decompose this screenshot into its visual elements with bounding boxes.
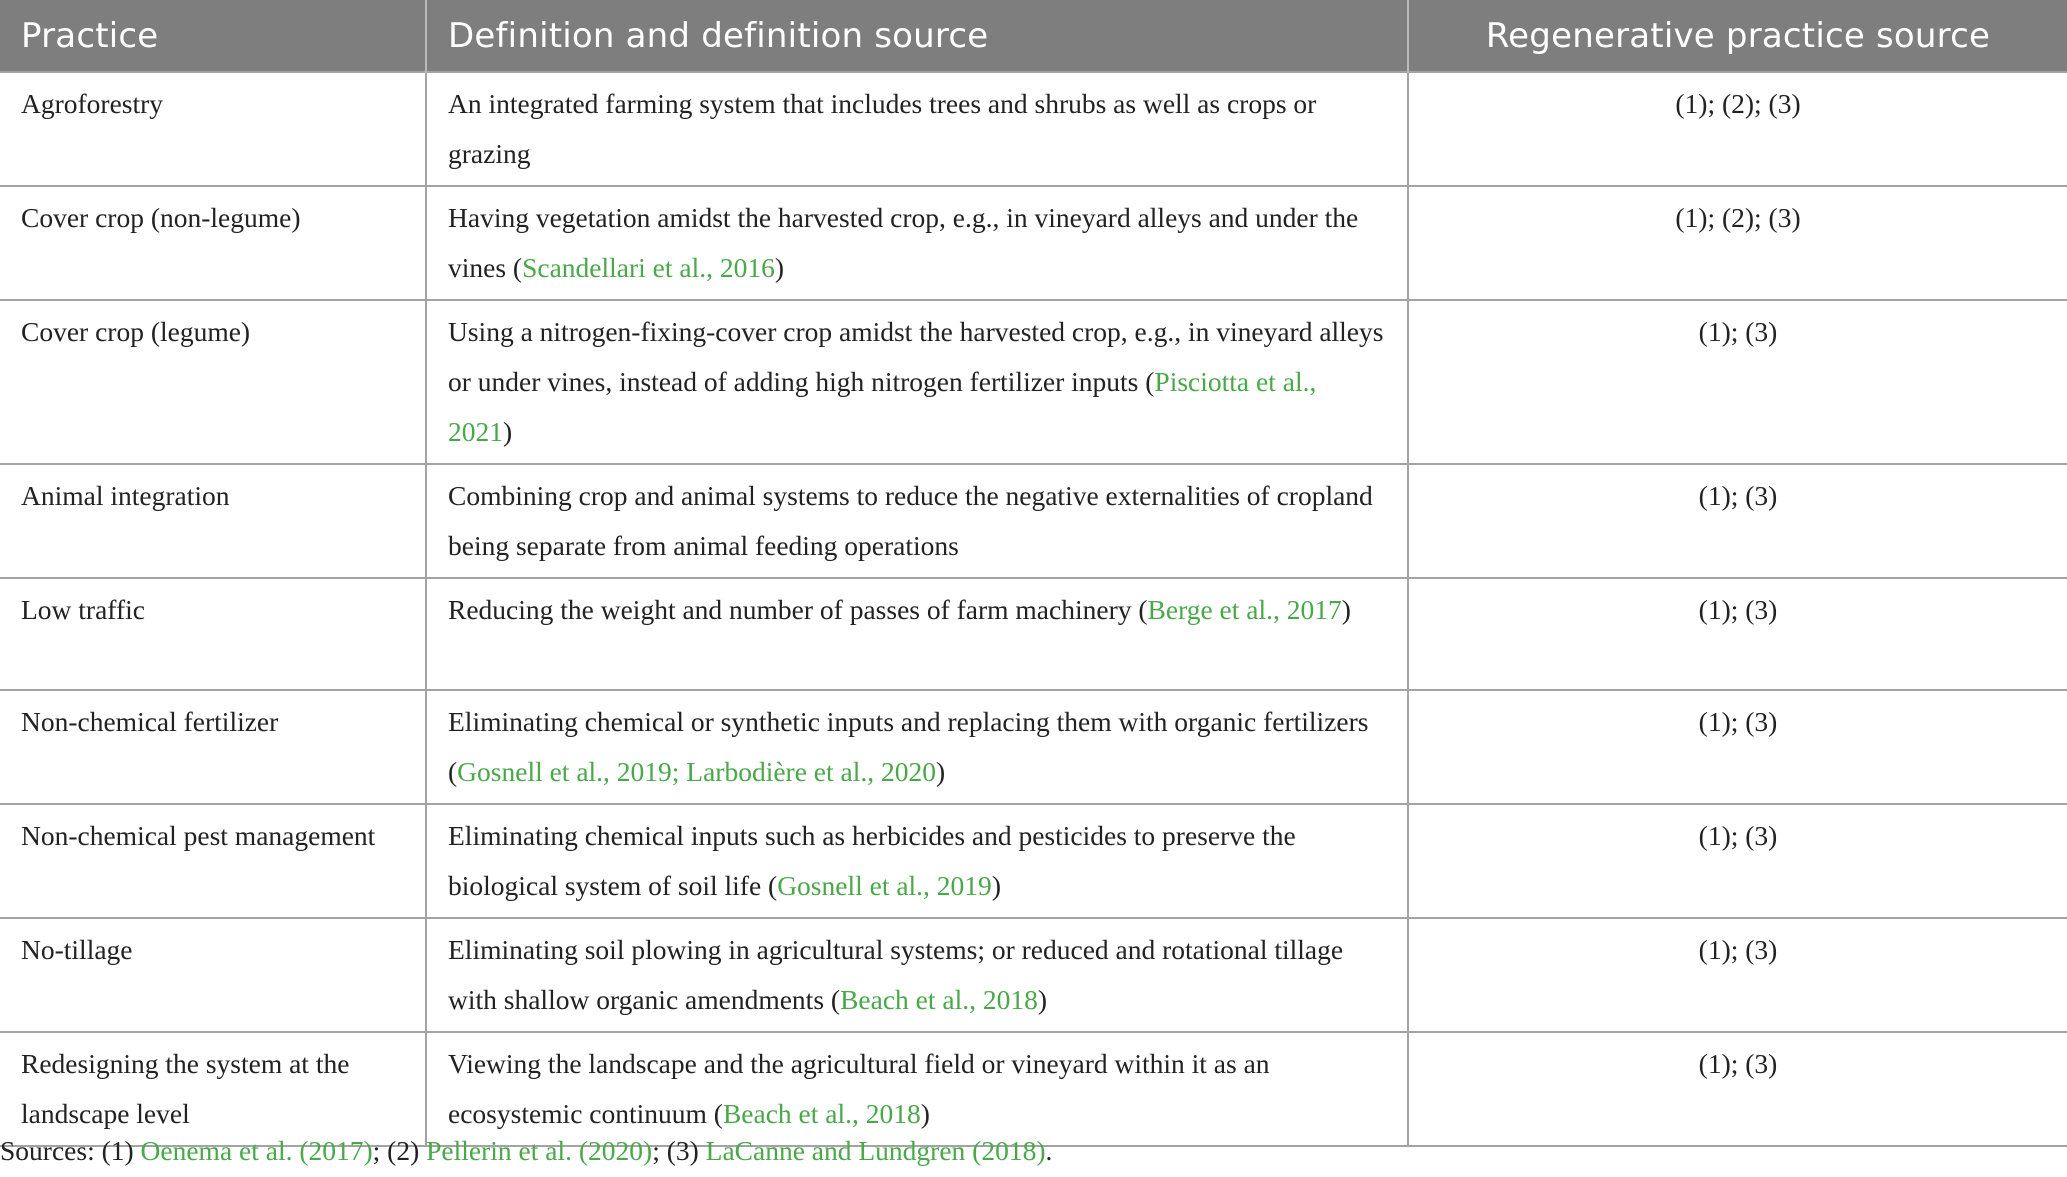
footnote-prefix: Sources: (1) — [0, 1135, 141, 1166]
footnote-ref-lacanne[interactable]: LaCanne and Lundgren (2018) — [705, 1135, 1046, 1166]
table-row — [0, 918, 2067, 1032]
definition-cell — [426, 918, 1408, 1032]
definition-tail: ) — [503, 416, 513, 447]
footnote-separator: ; (3) — [652, 1135, 706, 1166]
practice-cell: Redesigning the system at the landscape level — [0, 1032, 426, 1146]
table-row — [0, 186, 2067, 300]
definition-text: An integrated farming system that includes trees and shrubs as well as crops or grazing — [448, 88, 1317, 169]
table-row — [0, 72, 2067, 186]
definition-tail: ) — [991, 870, 1001, 901]
definition-tail: ) — [1037, 984, 1048, 1015]
footnote-separator: ; (2) — [372, 1135, 427, 1166]
definition-reference-link[interactable]: Beach et al., 2018 — [722, 1098, 921, 1129]
source-cell: (1); (3) — [1408, 804, 2067, 918]
definition-reference-link[interactable]: Scandellari et al., 2016 — [522, 252, 775, 283]
practice-cell: Agroforestry — [0, 72, 426, 186]
header-definition: Definition and definition source — [426, 0, 1408, 72]
definition-cell — [426, 690, 1408, 804]
definition-tail: ) — [920, 1098, 930, 1129]
definition-cell — [426, 72, 1408, 186]
source-cell: (1); (2); (3) — [1408, 186, 2067, 300]
definition-cell — [426, 464, 1408, 578]
definition-reference-link[interactable]: Gosnell et al., 2019; Larbodière et al., 2020 — [457, 756, 936, 787]
header-practice: Practice — [0, 0, 426, 72]
definition-reference-link[interactable]: Beach et al., 2018 — [840, 984, 1038, 1015]
definition-text: Eliminating chemical inputs such as herbicides and pesticides to preserve the biological system of soil life ( — [448, 820, 1296, 901]
definition-reference-link[interactable]: Berge et al., 2017 — [1147, 594, 1342, 625]
table-row — [0, 464, 2067, 578]
table-row — [0, 1032, 2067, 1146]
table-row — [0, 578, 2067, 690]
source-cell: (1); (3) — [1408, 918, 2067, 1032]
definition-text: Having vegetation amidst the harvested crop, e.g., in vineyard alleys and under the vines ( — [448, 202, 1359, 283]
source-cell: (1); (3) — [1408, 300, 2067, 464]
definition-text: Eliminating soil plowing in agricultural systems; or reduced and rotational tillage with shallow organic amendments ( — [448, 934, 1344, 1015]
definition-cell — [426, 300, 1408, 464]
source-cell: (1); (3) — [1408, 690, 2067, 804]
definition-cell — [426, 186, 1408, 300]
table-row — [0, 690, 2067, 804]
definition-tail: ) — [1341, 594, 1351, 625]
table-row — [0, 300, 2067, 464]
source-cell: (1); (2); (3) — [1408, 72, 2067, 186]
table-row — [0, 804, 2067, 918]
practice-cell: Low traffic — [0, 578, 426, 690]
source-cell: (1); (3) — [1408, 1032, 2067, 1146]
source-cell: (1); (3) — [1408, 578, 2067, 690]
header-source: Regenerative practice source — [1408, 0, 2067, 72]
definition-cell — [426, 1032, 1408, 1146]
header-row — [0, 0, 2067, 72]
footnote-ref-oenema[interactable]: Oenema et al. (2017) — [140, 1135, 373, 1166]
definition-tail: ) — [936, 756, 946, 787]
practice-cell: No-tillage — [0, 918, 426, 1032]
definition-text: Combining crop and animal systems to reduce the negative externalities of cropland being separate from animal feeding operations — [448, 480, 1373, 561]
source-cell: (1); (3) — [1408, 464, 2067, 578]
practice-cell: Non-chemical pest management — [0, 804, 426, 918]
sources-footnote — [0, 1135, 1052, 1167]
definition-reference-link[interactable]: Gosnell et al., 2019 — [777, 870, 992, 901]
footnote-suffix: . — [1045, 1135, 1053, 1166]
footnote-ref-pellerin[interactable]: Pellerin et al. (2020) — [426, 1135, 653, 1166]
definition-text: Viewing the landscape and the agricultural field or vineyard within it as an ecosystemic continuum ( — [448, 1048, 1270, 1129]
practice-cell: Cover crop (legume) — [0, 300, 426, 464]
practice-cell: Animal integration — [0, 464, 426, 578]
practice-cell: Non-chemical fertilizer — [0, 690, 426, 804]
practice-cell: Cover crop (non-legume) — [0, 186, 426, 300]
definition-cell — [426, 804, 1408, 918]
table-body — [0, 72, 2067, 1146]
definition-text: Using a nitrogen-fixing-cover crop amidst the harvested crop, e.g., in vineyard alleys or under vines, instead of adding high nitrogen fertilizer inputs ( — [448, 316, 1384, 397]
definition-cell — [426, 578, 1408, 690]
definition-reference-link[interactable]: Pisciotta et al., 2021 — [448, 366, 1317, 447]
definition-text: Eliminating chemical or synthetic inputs and replacing them with organic fertilizers ( — [448, 706, 1369, 787]
table-header — [0, 0, 2067, 72]
definition-tail: ) — [774, 252, 785, 283]
definition-text: Reducing the weight and number of passes of farm machinery ( — [448, 594, 1148, 625]
